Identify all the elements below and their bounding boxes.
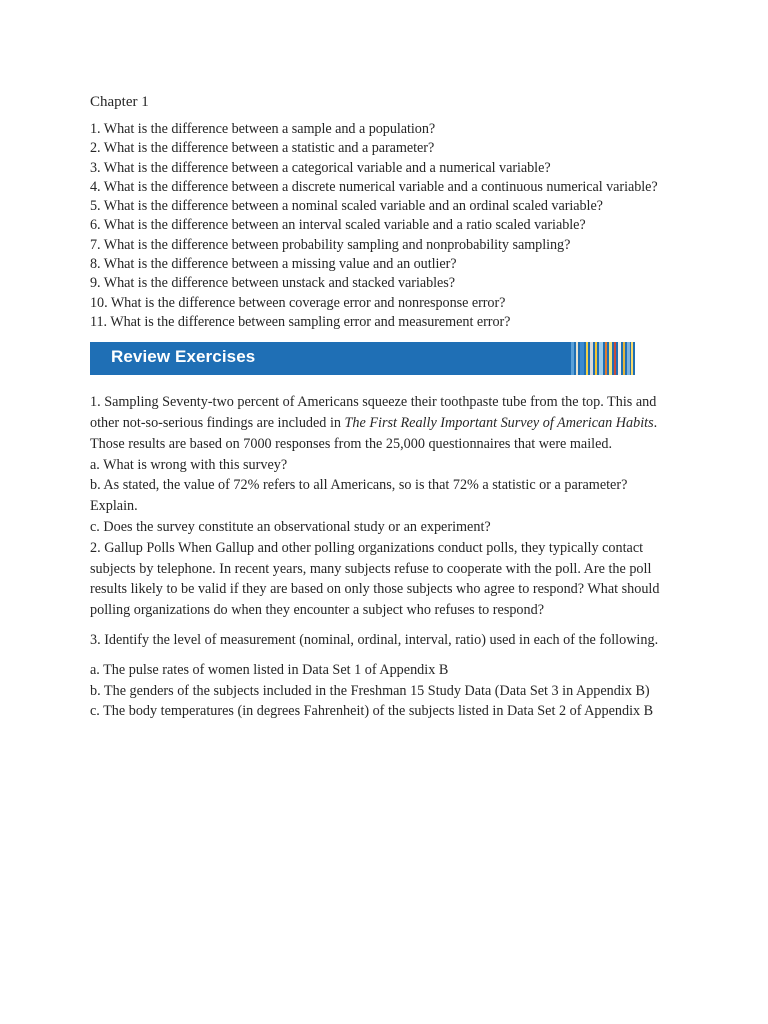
- question-item: 5. What is the difference between a nominal scaled variable and an ordinal scaled variable?: [90, 198, 603, 215]
- chapter-title: Chapter 1: [90, 94, 149, 110]
- exercise-1-c: c. Does the survey constitute an observational study or an experiment?: [90, 519, 491, 536]
- banner-title: Review Exercises: [111, 347, 256, 367]
- question-item: 2. What is the difference between a statistic and a parameter?: [90, 140, 435, 157]
- exercise-1-text-part: 1. Sampling Seventy-two percent of Americans squeeze their toothpaste tube from the top. This and other not-so-serious findings are included in: [90, 394, 657, 432]
- exercise-3-text: 3. Identify the level of measurement (nominal, ordinal, interval, ratio) used in each of the following.: [90, 632, 659, 649]
- question-item: 1. What is the difference between a sample and a population?: [90, 121, 436, 137]
- exercise-3-a: a. The pulse rates of women listed in Data Set 1 of Appendix B: [90, 661, 449, 678]
- book-title: The First Really Important Survey of American Habits: [344, 415, 654, 432]
- document-page: [90, 92, 680, 722]
- exercise-1: [90, 392, 680, 621]
- exercise-3-parts: [90, 660, 680, 722]
- exercise-3-c: c. The body temperatures (in degrees Fahrenheit) of the subjects listed in Data Set 2 of Appendix B: [90, 703, 654, 720]
- question-item: 11. What is the difference between sampling error and measurement error?: [90, 313, 511, 330]
- exercise-1-a: a. What is wrong with this survey?: [90, 456, 288, 473]
- exercise-1-explain: Explain.: [90, 498, 138, 515]
- spacer: [90, 651, 680, 660]
- exercise-3: [90, 630, 680, 651]
- exercise-1-text-part: . Those results are based on 7000 responses from the 25,000 questionnaires that were mailed.: [90, 415, 658, 452]
- exercise-1-text: [90, 392, 680, 454]
- question-item: 7. What is the difference between probability sampling and nonprobability sampling?: [90, 236, 571, 253]
- question-item: 4. What is the difference between a discrete numerical variable and a continuous numerical variable?: [90, 178, 658, 195]
- question-item: 9. What is the difference between unstack and stacked variables?: [90, 275, 455, 292]
- book-spines-graphic: [563, 342, 635, 375]
- exercise-3-b: b. The genders of the subjects included in the Freshman 15 Study Data (Data Set 3 in Appendix B): [90, 682, 650, 699]
- question-list: [90, 120, 680, 332]
- exercise-1-b: b. As stated, the value of 72% refers to all Americans, so is that 72% a statistic or a parameter?: [90, 477, 628, 494]
- question-item: 8. What is the difference between a missing value and an outlier?: [90, 256, 457, 273]
- question-item: 10. What is the difference between coverage error and nonresponse error?: [90, 294, 506, 311]
- spacer: [90, 621, 680, 630]
- question-item: 6. What is the difference between an interval scaled variable and a ratio scaled variable?: [90, 217, 586, 234]
- review-exercises-banner: [90, 342, 635, 375]
- exercise-2: 2. Gallup Polls When Gallup and other polling organizations conduct polls, they typically contact subjects by telephone. In recent years, many subjects refuse to cooperate with the poll. Are the poll results likely to be valid if they are based on only those subjects who agree to respond? What should polling organizations do when they encounter a subject who refuses to respond?: [90, 539, 660, 619]
- question-item: 3. What is the difference between a categorical variable and a numerical variable?: [90, 159, 551, 176]
